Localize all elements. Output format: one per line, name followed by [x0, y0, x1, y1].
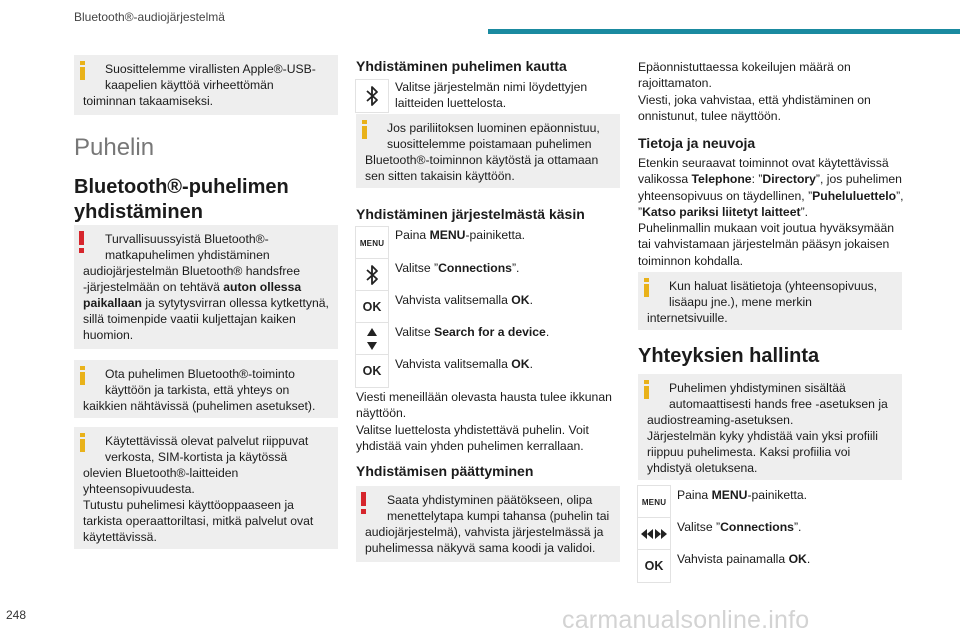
text: ”.	[800, 204, 809, 219]
warning-text: Saata yhdistyminen päätökseen, olipa	[387, 493, 593, 507]
text: ”.	[793, 520, 802, 534]
text: Valitse	[395, 325, 435, 339]
step-line: Valitse järjestelmän nimi löydettyjen	[395, 80, 588, 94]
text: Paina	[677, 488, 712, 502]
step-ok	[395, 292, 533, 308]
step-search	[395, 324, 549, 340]
bold-text: Directory	[762, 172, 816, 187]
info-text: yhteensopivuudesta.	[83, 482, 195, 496]
header-accent-bar	[488, 29, 960, 34]
text: yhteensopivuus on täydellinen, ”	[638, 188, 813, 203]
text-line: rajoittamaton.	[638, 76, 712, 91]
warning-text: menettelytapa kumpi tahansa (puhelin tai	[387, 509, 610, 523]
info-text: internetsivuille.	[647, 311, 728, 325]
menu-button-icon: MENU	[356, 227, 388, 259]
text-line: Puhelinmallin mukaan voit joutua hyväksymään	[638, 221, 895, 236]
text: ja sytytysvirran ollessa kytkettynä,	[145, 296, 329, 310]
warning-text: audiojärjestelmä), vahvista järjestelmässä ja	[365, 525, 604, 539]
step-ok	[395, 356, 533, 372]
warning-text: Turvallisuussyistä Bluetooth®-	[105, 232, 269, 246]
section-title: Puhelin	[74, 134, 155, 161]
bluetooth-icon	[356, 259, 388, 291]
info-text: Puhelimen yhdistyminen sisältää	[669, 381, 846, 395]
heading-connection-management: Yhteyksien hallinta	[638, 345, 820, 367]
info-text: riippuu puhelimesta. Kaksi profiilia voi	[647, 445, 851, 459]
info-text: lisäapu jne.), mene merkin	[669, 295, 812, 309]
text: .	[545, 325, 550, 339]
tips-text	[638, 155, 908, 269]
info-text: käyttöön ja tarkista, että yhteys on	[105, 383, 290, 397]
warning-icon	[361, 492, 367, 514]
info-box-activate	[74, 360, 338, 418]
bold-text: Telephone	[691, 172, 752, 187]
text-line	[638, 204, 908, 220]
heading-pair-from-system: Yhdistäminen järjestelmästä käsin	[356, 206, 585, 222]
warning-text: huomion.	[83, 328, 134, 342]
info-box-profiles	[638, 374, 902, 480]
info-icon	[79, 61, 86, 80]
text: -järjestelmään on tehtävä	[83, 280, 220, 294]
warning-text: sillä toimenpide vaatii kuljettajan kaiken	[83, 312, 296, 326]
running-header: Bluetooth®-audiojärjestelmä	[74, 10, 225, 24]
info-text: kaikkien nähtävissä (puhelimen asetukset).	[83, 399, 316, 413]
text-line: Epäonnistuttaessa kokeilujen määrä on	[638, 60, 851, 74]
info-text: audiostreaming-asetuksen.	[647, 413, 794, 427]
text: ”, jos puhelimen	[815, 172, 902, 187]
search-description	[356, 389, 622, 454]
bold-text: MENU	[429, 228, 466, 242]
info-text: Jos pariliitoksen luominen epäonnistuu,	[387, 121, 600, 135]
step-text	[395, 79, 587, 111]
menu-button-icon: MENU	[638, 486, 670, 518]
step-ok	[677, 551, 810, 567]
heading-pairing-end: Yhdistämisen päättyminen	[356, 463, 534, 479]
text: .	[529, 357, 533, 371]
text: -painiketta.	[747, 488, 808, 502]
info-text: Ota puhelimen Bluetooth®-toiminto	[105, 367, 295, 381]
fail-description	[638, 59, 902, 124]
heading-tips: Tietoja ja neuvoja	[638, 135, 756, 151]
step-connections	[395, 260, 519, 276]
left-right-arrows-icon	[638, 518, 670, 550]
text-line: Viesti meneillään olevasta hausta tulee ikkunan	[356, 390, 612, 404]
info-text: automaattisesti hands free -asetuksen ja	[669, 397, 888, 411]
info-text: Käytettävissä olevat palvelut riippuvat	[105, 434, 309, 448]
text-line: Etenkin seuraavat toiminnot ovat käytettävissä	[638, 156, 889, 170]
text: Valitse ”	[677, 520, 721, 534]
heading-line: yhdistäminen	[74, 201, 203, 223]
info-icon	[643, 278, 650, 297]
heading-pair-from-phone: Yhdistäminen puhelimen kautta	[356, 58, 567, 74]
bold-text: Puheluluettelo	[812, 188, 897, 203]
text-line: yhdistää vain yhden puhelimen kerrallaan.	[356, 438, 584, 453]
text-line: tai vahvistamaan järjestelmän pääsyn jokaisen	[638, 237, 890, 252]
text-line: Viesti, joka vahvistaa, että yhdistäminen on	[638, 92, 871, 107]
info-text: Bluetooth®-toiminnon käytöstä ja ottamaan	[365, 153, 599, 167]
info-icon	[361, 120, 368, 139]
text-line	[638, 188, 908, 204]
text: : ”	[751, 172, 763, 187]
step-connections	[677, 519, 801, 535]
info-box-website	[638, 272, 902, 330]
info-icon	[79, 433, 86, 452]
info-text: verkosta, SIM-kortista ja käytössä	[105, 450, 288, 464]
page-number: 248	[6, 608, 27, 622]
text: Paina	[395, 228, 430, 242]
bluetooth-icon	[356, 80, 388, 112]
text-line: näyttöön.	[356, 406, 407, 421]
info-text: käytettävissä.	[83, 530, 157, 544]
ok-button-icon: OK	[356, 355, 388, 387]
info-text: Järjestelmän kyky yhdistää vain yksi profiili	[647, 429, 878, 443]
warning-text: audiojärjestelmän Bluetooth® handsfree	[83, 264, 300, 278]
warning-text: matkapuhelimen yhdistäminen	[105, 248, 270, 262]
ok-button-icon: OK	[356, 291, 388, 323]
info-icon	[643, 380, 650, 399]
step-line: laitteiden luettelosta.	[395, 96, 507, 110]
bold-text: Connections	[720, 520, 794, 534]
warning-text: puhelimessa näkyvä sama koodi ja validoi.	[365, 541, 596, 555]
text: .	[806, 552, 811, 566]
bold-text: MENU	[711, 488, 748, 502]
warning-box-safety	[74, 225, 338, 349]
text: -painiketta.	[465, 228, 526, 242]
bold-text: OK	[511, 293, 530, 307]
heading-bluetooth-phone	[74, 175, 289, 225]
step-menu	[395, 227, 525, 243]
info-text: Tutustu puhelimesi käyttöoppaaseen ja	[83, 498, 294, 512]
text: Vahvista valitsemalla	[395, 293, 512, 307]
info-text: yhdistyä oletuksena.	[647, 461, 758, 475]
info-box-pairing-fail	[356, 114, 620, 188]
info-text: toiminnan takaamiseksi.	[83, 94, 214, 108]
info-text: olevien Bluetooth®-laitteiden	[83, 466, 239, 480]
info-text: Suosittelemme virallisten Apple®-USB-	[105, 62, 316, 76]
bold-text: Katso pariksi liitetyt laitteet	[642, 204, 801, 219]
info-text: suosittelemme poistamaan puhelimen	[387, 137, 592, 151]
info-text: tarkista operaattoriltasi, mitkä palvelut ovat	[83, 514, 314, 528]
text: valikossa	[638, 172, 692, 187]
text: Valitse ”	[395, 261, 439, 275]
bold-text: Connections	[438, 261, 512, 275]
text-line: Valitse luettelosta yhdistettävä puhelin. Voit	[356, 422, 589, 437]
step-menu	[677, 487, 807, 503]
text: Vahvista valitsemalla	[395, 357, 512, 371]
bold-text: auton ollessa	[223, 280, 302, 294]
warning-box-code	[356, 486, 620, 562]
text: .	[529, 293, 533, 307]
warning-text	[83, 295, 330, 311]
up-down-arrows-icon	[356, 323, 388, 355]
bold-text: Search for a device	[434, 325, 546, 339]
text: ”	[638, 204, 643, 219]
info-box-services	[74, 427, 338, 549]
text-line: toiminnon kohdalla.	[638, 253, 744, 268]
heading-line: Bluetooth®-puhelimen	[74, 176, 289, 198]
info-box-apple-cable	[74, 55, 338, 115]
info-text: kaapelien käyttöä virheettömän	[105, 78, 274, 92]
ok-button-icon: OK	[638, 550, 670, 582]
watermark: carmanualsonline.info	[562, 606, 810, 634]
bold-text: OK	[511, 357, 530, 371]
text: Vahvista painamalla	[677, 552, 789, 566]
info-text: sen sitten takaisin käyttöön.	[365, 169, 515, 183]
text: ”,	[896, 188, 904, 203]
bold-text: paikallaan	[83, 296, 142, 310]
warning-text	[83, 279, 330, 295]
bold-text: OK	[788, 552, 807, 566]
text-line	[638, 171, 908, 187]
info-text: Kun haluat lisätietoja (yhteensopivuus,	[669, 279, 877, 293]
info-icon	[79, 366, 86, 385]
warning-icon	[79, 231, 85, 253]
text-line: onnistunut, tulee näyttöön.	[638, 108, 781, 123]
text: ”.	[511, 261, 520, 275]
